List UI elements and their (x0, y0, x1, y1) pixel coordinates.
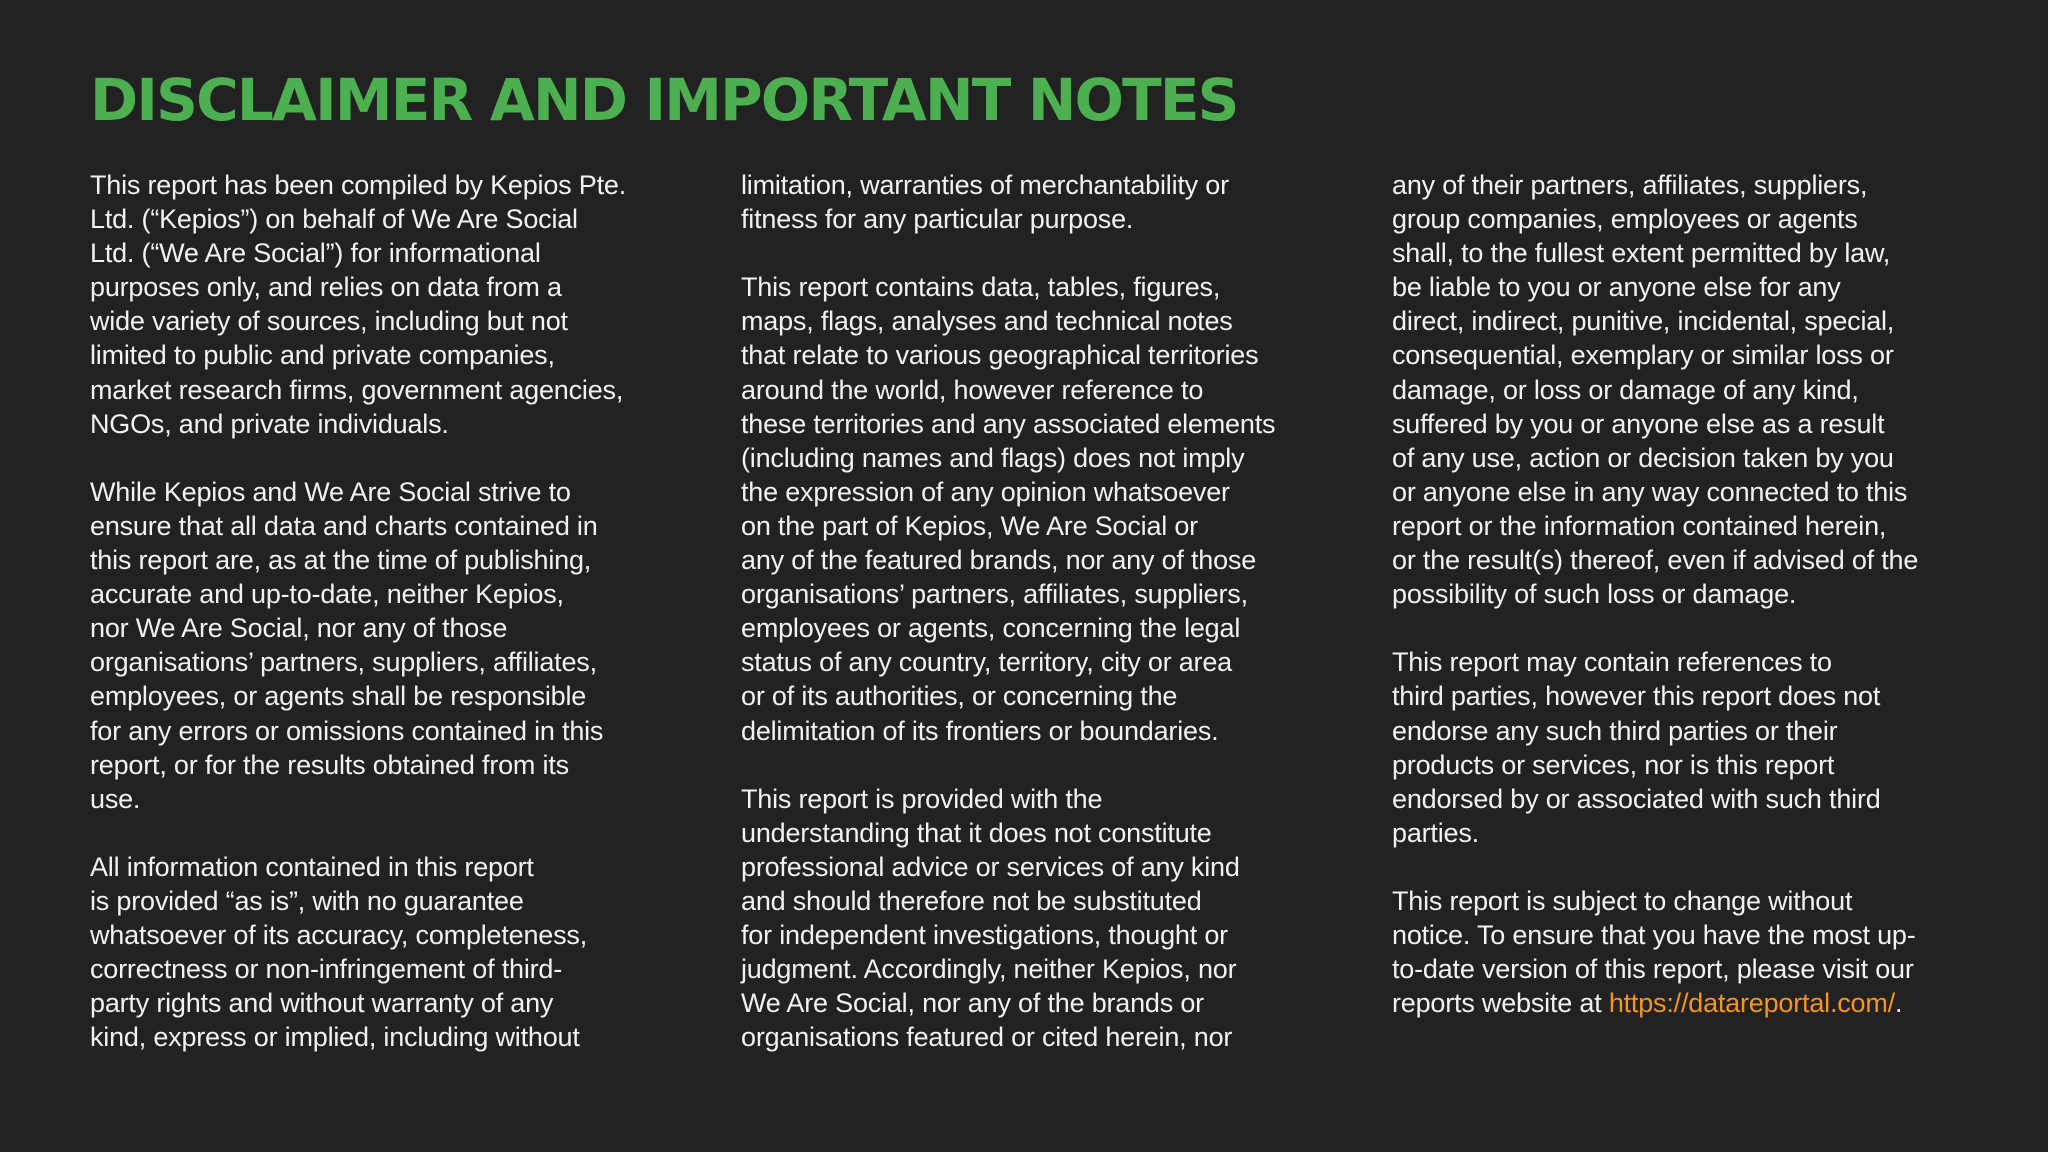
text-line: be liable to you or anyone else for any (1392, 272, 1841, 303)
text-line: endorsed by or associated with such third (1392, 783, 1881, 814)
text-line: for any errors or omissions contained in this (90, 715, 604, 746)
page-title: DISCLAIMER AND IMPORTANT NOTES (90, 66, 1238, 134)
text-line: correctness or non-infringement of third- (90, 954, 563, 985)
link-prefix-text: reports website at (1392, 988, 1609, 1019)
text-line: damage, or loss or damage of any kind, (1392, 374, 1859, 405)
text-line: products or services, nor is this report (1392, 749, 1835, 780)
text-line: group companies, employees or agents (1392, 204, 1858, 235)
text-line: is provided “as is”, with no guarantee (90, 885, 524, 916)
text-line: limitation, warranties of merchantability or (741, 170, 1229, 200)
text-line: any of their partners, affiliates, suppliers, (1392, 170, 1868, 200)
text-line: endorse any such third parties or their (1392, 715, 1838, 746)
paragraph-fitness (741, 168, 1331, 236)
text-line-with-link (1392, 986, 1982, 1020)
text-line: All information contained in this report (90, 851, 534, 882)
text-line: wide variety of sources, including but not (90, 306, 568, 337)
text-line: for independent investigations, thought or (741, 920, 1228, 951)
text-line: ensure that all data and charts contained in (90, 510, 598, 541)
text-line: or the result(s) thereof, even if advised of the (1392, 545, 1919, 576)
text-line: We Are Social, nor any of the brands or (741, 988, 1204, 1019)
text-line: purposes only, and relies on data from a (90, 272, 562, 303)
link-suffix-text: . (1894, 988, 1903, 1019)
text-line: This report is subject to change without (1392, 885, 1853, 916)
paragraph-territories (741, 270, 1331, 747)
text-line: Ltd. (“We Are Social”) for informational (90, 238, 541, 269)
text-line: organisations featured or cited herein, nor (741, 1022, 1233, 1053)
text-line: these territories and any associated elements (741, 408, 1276, 439)
text-line: Ltd. (“Kepios”) on behalf of We Are Social (90, 204, 578, 235)
paragraph-subject-to-change (1392, 884, 1982, 1020)
text-line: maps, flags, analyses and technical notes (741, 306, 1233, 337)
text-line: limited to public and private companies, (90, 340, 555, 371)
text-line: nor We Are Social, nor any of those (90, 613, 508, 644)
text-line: party rights and without warranty of any (90, 988, 554, 1019)
paragraph-third-parties (1392, 645, 1982, 850)
text-line: judgment. Accordingly, neither Kepios, nor (741, 954, 1237, 985)
text-column-2 (741, 168, 1331, 1089)
text-line: report, or for the results obtained from its (90, 749, 569, 780)
text-line: delimitation of its frontiers or boundaries. (741, 715, 1219, 746)
text-line: or anyone else in any way connected to this (1392, 476, 1908, 507)
text-line: This report has been compiled by Kepios Pte. (90, 170, 626, 200)
text-line: to-date version of this report, please visit our (1392, 954, 1914, 985)
text-line: professional advice or services of any kind (741, 851, 1240, 882)
text-line: fitness for any particular purpose. (741, 204, 1134, 235)
text-line: on the part of Kepios, We Are Social or (741, 510, 1198, 541)
text-line: any of the featured brands, nor any of those (741, 545, 1257, 576)
text-line: NGOs, and private individuals. (90, 408, 449, 439)
text-line: While Kepios and We Are Social strive to (90, 476, 571, 507)
text-line: or of its authorities, or concerning the (741, 681, 1178, 712)
text-line: organisations’ partners, suppliers, affiliates, (90, 647, 597, 678)
text-line: that relate to various geographical territories (741, 340, 1259, 371)
text-line: status of any country, territory, city or area (741, 647, 1232, 678)
text-line: report or the information contained herein, (1392, 510, 1887, 541)
text-line: suffered by you or anyone else as a result (1392, 408, 1885, 439)
text-line: consequential, exemplary or similar loss or (1392, 340, 1894, 371)
paragraph-accuracy (90, 475, 680, 816)
paragraph-not-advice (741, 782, 1331, 1055)
text-line: the expression of any opinion whatsoever (741, 476, 1230, 507)
text-line: this report are, as at the time of publishing, (90, 545, 592, 576)
paragraph-compiled-by (90, 168, 680, 441)
text-line: organisations’ partners, affiliates, suppliers, (741, 579, 1248, 610)
text-line: notice. To ensure that you have the most up- (1392, 920, 1916, 951)
datareportal-link[interactable]: https://datareportal.com/ (1608, 988, 1895, 1019)
text-line: of any use, action or decision taken by you (1392, 442, 1894, 473)
text-line: employees or agents, concerning the legal (741, 613, 1241, 644)
text-line: market research firms, government agencies, (90, 374, 624, 405)
text-line: understanding that it does not constitute (741, 817, 1212, 848)
text-line: whatsoever of its accuracy, completeness, (90, 920, 588, 951)
text-line: employees, or agents shall be responsible (90, 681, 587, 712)
text-line: parties. (1392, 817, 1479, 848)
text-line: kind, express or implied, including without (90, 1022, 580, 1053)
paragraph-as-is (90, 850, 680, 1055)
text-line: around the world, however reference to (741, 374, 1204, 405)
text-column-3 (1392, 168, 1982, 1054)
text-line: direct, indirect, punitive, incidental, special, (1392, 306, 1895, 337)
text-line: (including names and flags) does not imply (741, 442, 1245, 473)
text-column-1 (90, 168, 680, 1089)
text-line: use. (90, 783, 141, 814)
text-line: accurate and up-to-date, neither Kepios, (90, 579, 564, 610)
text-line: This report contains data, tables, figures, (741, 272, 1221, 303)
paragraph-liability (1392, 168, 1982, 611)
text-line: This report may contain references to (1392, 647, 1832, 678)
text-line: This report is provided with the (741, 783, 1103, 814)
text-line: and should therefore not be substituted (741, 885, 1202, 916)
text-line: shall, to the fullest extent permitted by law, (1392, 238, 1891, 269)
text-line: third parties, however this report does not (1392, 681, 1881, 712)
text-line: possibility of such loss or damage. (1392, 579, 1797, 610)
